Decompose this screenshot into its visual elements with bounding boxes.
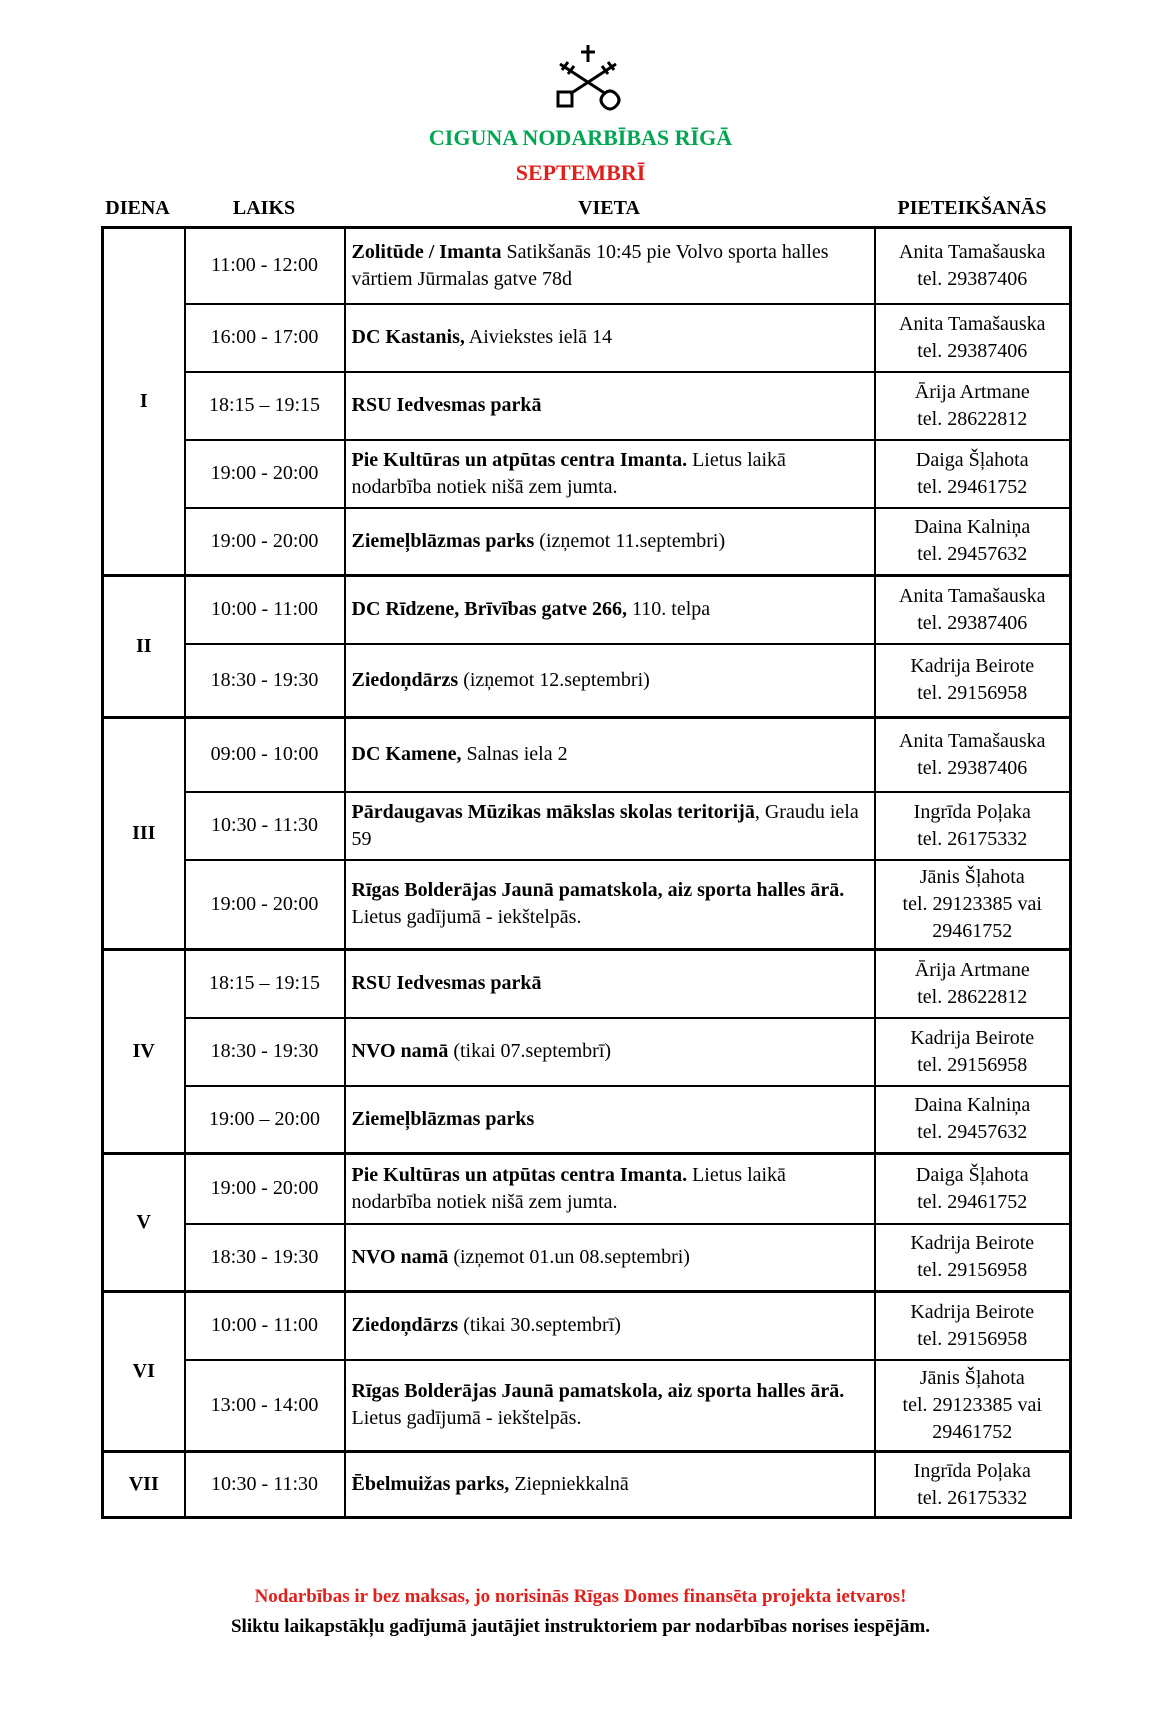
place-details: Lietus gadījumā - iekštelpās. [351, 1407, 582, 1430]
time-cell: 10:30 - 11:30 [185, 1452, 345, 1518]
day-cell: IV [103, 950, 185, 1154]
place-details: (tikai 30.septembrī) [458, 1314, 621, 1337]
time-cell: 18:15 – 19:15 [185, 950, 345, 1018]
place-details: Aiviekstes ielā 14 [464, 326, 613, 348]
table-row [103, 792, 1071, 860]
place-details: 110. telpa [627, 598, 711, 621]
instructor-phone: tel. 28622812 [917, 985, 1028, 1008]
table-row [103, 644, 1071, 718]
contact-cell [875, 718, 1071, 792]
place-cell [345, 1154, 875, 1224]
instructor-name: Ingrīda Poļaka [913, 800, 1031, 823]
header-day: DIENA [105, 197, 170, 219]
place-details: Satikšanās 10:45 pie Volvo sporta halles vārtiem Jūrmalas gatve 78d [351, 240, 829, 290]
instructor-name: Ārija Artmane [914, 380, 1030, 403]
instructor-phone: tel. 29387406 [917, 756, 1028, 779]
table-row [103, 372, 1071, 440]
place-name: Ēbelmuižas parks, [351, 1473, 510, 1495]
place-details: Lietus laikā nodarbība notiek nišā zem jumta. [351, 448, 786, 498]
instructor-name: Anita Tamašauska [898, 240, 1046, 263]
instructor-phone: tel. 29156958 [917, 1259, 1028, 1282]
table-row [103, 1086, 1071, 1154]
contact-cell [875, 304, 1071, 372]
time-cell: 19:00 - 20:00 [185, 440, 345, 508]
instructor-phone: tel. 29461752 [917, 1190, 1028, 1213]
place-name: Rīgas Bolderājas Jaunā pamatskola, aiz sporta halles ārā. [351, 1380, 845, 1403]
instructor-phone: tel. 26175332 [917, 1486, 1028, 1509]
place-cell [345, 508, 875, 576]
instructor-phone: tel. 29457632 [917, 543, 1028, 566]
place-cell [345, 372, 875, 440]
time-cell: 10:30 - 11:30 [185, 792, 345, 860]
place-name: DC Kastanis, [351, 326, 465, 348]
place-cell [345, 576, 875, 644]
table-row [103, 718, 1071, 792]
instructor-name: Anita Tamašauska [898, 729, 1046, 752]
contact-cell [875, 1292, 1071, 1360]
place-cell [345, 1360, 875, 1452]
place-name: Pie Kultūras un atpūtas centra Imanta. [351, 1163, 688, 1186]
time-cell: 13:00 - 14:00 [185, 1360, 345, 1452]
table-row [103, 1360, 1071, 1452]
instructor-name: Jānis Šļahota [919, 1366, 1025, 1389]
time-cell: 19:00 – 20:00 [185, 1086, 345, 1154]
place-cell [345, 440, 875, 508]
instructor-name: Anita Tamašauska [898, 584, 1046, 607]
instructor-phone: tel. 29123385 vai 29461752 [902, 1393, 1042, 1443]
time-cell: 11:00 - 12:00 [185, 228, 345, 304]
time-cell: 10:00 - 11:00 [185, 576, 345, 644]
crossed-keys-cross-icon [548, 42, 628, 114]
place-cell [345, 718, 875, 792]
table-row [103, 860, 1071, 950]
header-time: LAIKS [232, 197, 296, 219]
time-cell: 18:15 – 19:15 [185, 372, 345, 440]
instructor-name: Ārija Artmane [914, 958, 1030, 981]
place-details: Salnas iela 2 [461, 743, 568, 766]
time-cell: 19:00 - 20:00 [185, 860, 345, 950]
instructor-phone: tel. 29156958 [917, 682, 1028, 705]
instructor-phone: tel. 29387406 [917, 339, 1028, 362]
place-cell [345, 792, 875, 860]
place-details: Lietus gadījumā - iekštelpās. [351, 906, 582, 929]
instructor-phone: tel. 29387406 [917, 267, 1028, 290]
time-cell: 10:00 - 11:00 [185, 1292, 345, 1360]
instructor-phone: tel. 28622812 [917, 407, 1028, 430]
place-name: RSU Iedvesmas parkā [351, 394, 542, 416]
place-name: Ziemeļblāzmas parks [351, 529, 535, 552]
contact-cell [875, 860, 1071, 950]
instructor-phone: tel. 29457632 [917, 1121, 1028, 1144]
instructor-name: Daiga Šļahota [915, 448, 1029, 471]
place-cell [345, 860, 875, 950]
day-cell: I [103, 228, 185, 576]
day-cell: VII [103, 1452, 185, 1518]
contact-cell [875, 508, 1071, 576]
instructor-name: Kadrija Beirote [910, 1026, 1035, 1049]
schedule-table [101, 226, 1072, 1519]
place-name: NVO namā [351, 1245, 449, 1268]
contact-cell [875, 440, 1071, 508]
instructor-phone: tel. 29123385 vai 29461752 [902, 892, 1042, 942]
contact-cell [875, 1452, 1071, 1518]
place-name: Ziedoņdārzs [351, 668, 459, 691]
day-cell: II [103, 576, 185, 718]
time-cell: 18:30 - 19:30 [185, 644, 345, 718]
place-name: Zolitūde / Imanta [351, 240, 502, 263]
table-row [103, 228, 1071, 304]
place-details: (izņemot 01.un 08.septembri) [448, 1245, 690, 1268]
table-row [103, 950, 1071, 1018]
place-name: Pārdaugavas Mūzikas mākslas skolas teritorijā [351, 800, 755, 823]
table-row [103, 576, 1071, 644]
table-row [103, 508, 1071, 576]
weather-note: Sliktu laikapstākļu gadījumā jautājiet instruktoriem par nodarbības norises iespējām. [230, 1616, 931, 1637]
table-row [103, 440, 1071, 508]
contact-cell [875, 1018, 1071, 1086]
place-cell [345, 228, 875, 304]
instructor-name: Jānis Šļahota [919, 865, 1025, 888]
place-details: (izņemot 12.septembri) [458, 668, 650, 691]
instructor-name: Kadrija Beirote [910, 1300, 1035, 1323]
instructor-name: Ingrīda Poļaka [913, 1459, 1031, 1482]
instructor-phone: tel. 26175332 [917, 827, 1028, 850]
contact-cell [875, 372, 1071, 440]
contact-cell [875, 1154, 1071, 1224]
place-name: NVO namā [351, 1040, 449, 1062]
place-cell [345, 304, 875, 372]
instructor-phone: tel. 29461752 [917, 475, 1028, 498]
contact-cell [875, 644, 1071, 718]
instructor-name: Kadrija Beirote [910, 655, 1035, 678]
place-name: DC Rīdzene, Brīvības gatve 266, [351, 598, 628, 621]
time-cell: 09:00 - 10:00 [185, 718, 345, 792]
contact-cell [875, 950, 1071, 1018]
contact-cell [875, 576, 1071, 644]
place-cell [345, 1292, 875, 1360]
time-cell: 19:00 - 20:00 [185, 1154, 345, 1224]
place-name: Rīgas Bolderājas Jaunā pamatskola, aiz sporta halles ārā. [351, 879, 845, 902]
time-cell: 18:30 - 19:30 [185, 1018, 345, 1086]
instructor-name: Kadrija Beirote [910, 1232, 1035, 1255]
place-cell [345, 1224, 875, 1292]
instructor-phone: tel. 29156958 [917, 1327, 1028, 1350]
instructor-name: Daina Kalniņa [914, 1094, 1031, 1117]
contact-cell [875, 1360, 1071, 1452]
table-row [103, 1224, 1071, 1292]
place-cell [345, 644, 875, 718]
page-subtitle: SEPTEMBRĪ [515, 160, 646, 185]
time-cell: 18:30 - 19:30 [185, 1224, 345, 1292]
time-cell: 16:00 - 17:00 [185, 304, 345, 372]
place-details: , Graudu iela 59 [351, 800, 859, 850]
place-name: Pie Kultūras un atpūtas centra Imanta. [351, 448, 688, 471]
place-cell [345, 1018, 875, 1086]
contact-cell [875, 1224, 1071, 1292]
contact-cell [875, 792, 1071, 860]
contact-cell [875, 228, 1071, 304]
table-row [103, 1292, 1071, 1360]
instructor-name: Daina Kalniņa [914, 516, 1031, 539]
time-cell: 19:00 - 20:00 [185, 508, 345, 576]
instructor-phone: tel. 29387406 [917, 611, 1028, 634]
place-cell [345, 1452, 875, 1518]
instructor-phone: tel. 29156958 [917, 1053, 1028, 1076]
table-row [103, 1154, 1071, 1224]
place-details: Lietus laikā nodarbība notiek nišā zem jumta. [351, 1163, 786, 1213]
place-name: DC Kamene, [351, 743, 462, 766]
table-row [103, 1018, 1071, 1086]
place-name: Ziemeļblāzmas parks [351, 1107, 535, 1130]
day-cell: III [103, 718, 185, 950]
contact-cell [875, 1086, 1071, 1154]
table-row [103, 1452, 1071, 1518]
place-name: RSU Iedvesmas parkā [351, 972, 542, 995]
table-row [103, 304, 1071, 372]
place-name: Ziedoņdārzs [351, 1314, 459, 1337]
instructor-name: Daiga Šļahota [915, 1163, 1029, 1186]
day-cell: V [103, 1154, 185, 1292]
page-title: CIGUNA NODARBĪBAS RĪGĀ [428, 125, 733, 150]
instructor-name: Anita Tamašauska [898, 312, 1046, 335]
free-note: Nodarbības ir bez maksas, jo norisinās Rīgas Domes finansēta projekta ietvaros! [254, 1586, 907, 1607]
place-cell [345, 1086, 875, 1154]
day-cell: VI [103, 1292, 185, 1452]
place-details: Ziepniekkalnā [509, 1473, 629, 1495]
place-details: (izņemot 11.septembri) [534, 529, 726, 552]
header-contact: PIETEIKŠANĀS [897, 197, 1047, 219]
place-cell [345, 950, 875, 1018]
header-place: VIETA [578, 197, 640, 219]
place-details: (tikai 07.septembrī) [448, 1040, 612, 1062]
